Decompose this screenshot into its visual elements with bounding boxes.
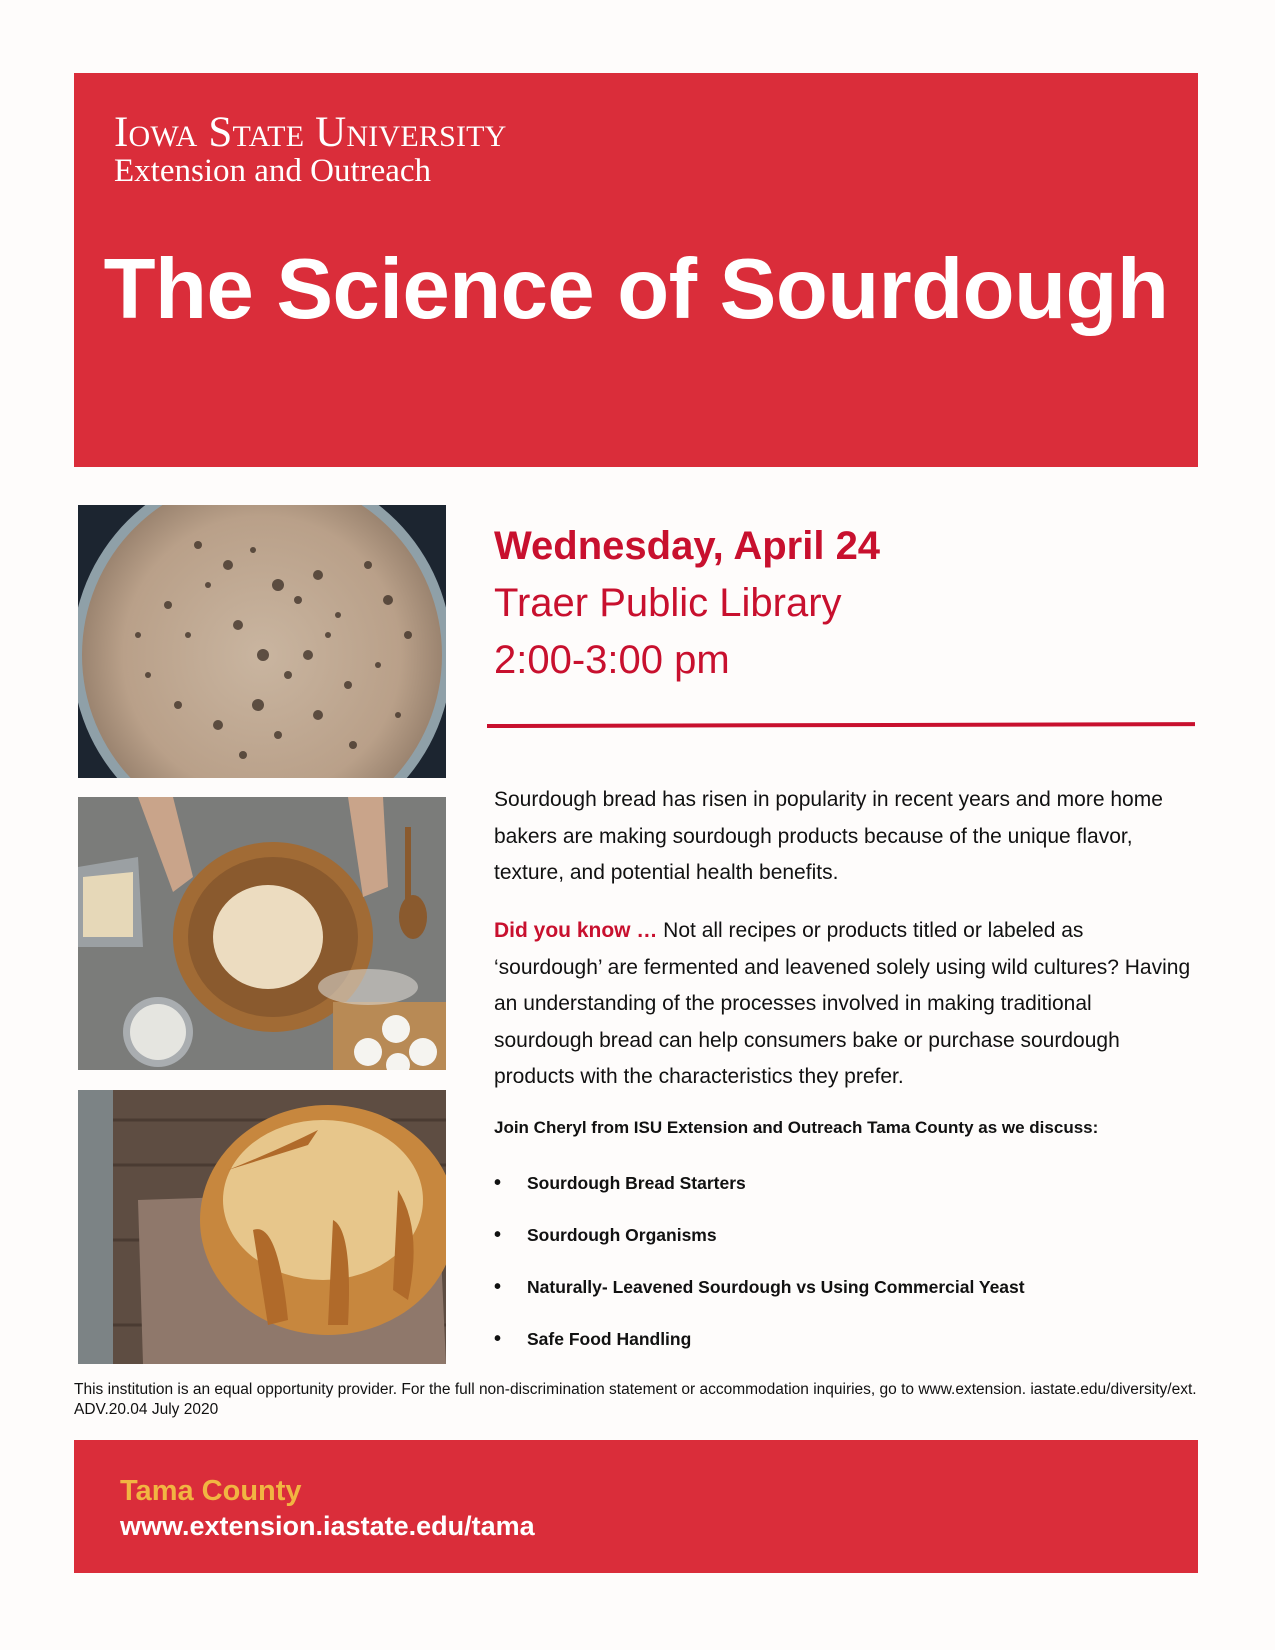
dough-bowl-photo: [78, 797, 446, 1070]
county-name: Tama County: [120, 1475, 302, 1507]
event-date: Wednesday, April 24: [494, 524, 881, 568]
bullet-icon: •: [494, 1328, 502, 1350]
sourdough-starter-photo: [78, 505, 446, 778]
topic-label: Sourdough Organisms: [527, 1225, 717, 1245]
bullet-icon: •: [494, 1224, 502, 1246]
join-line: Join Cheryl from ISU Extension and Outreach Tama County as we discuss:: [494, 1118, 1099, 1137]
event-location: Traer Public Library: [494, 581, 842, 625]
did-you-know-text: Not all recipes or products titled or labeled as ‘sourdough’ are fermented and leavened solely using wild cultures? Having an understanding of the processes involved in making traditional sourdough bread can help consumers bake or purchase sourdough products with the characteristics they prefer.: [494, 919, 1191, 1088]
sourdough-loaf-photo: [78, 1090, 446, 1364]
county-website-link[interactable]: www.extension.iastate.edu/tama: [120, 1511, 535, 1541]
topic-list: [494, 1170, 1025, 1378]
list-item: [494, 1326, 1025, 1378]
did-you-know-label: Did you know …: [494, 919, 658, 942]
page-title: The Science of Sourdough: [103, 242, 1169, 337]
section-divider: [487, 722, 1195, 728]
topic-label: Sourdough Bread Starters: [527, 1173, 746, 1193]
event-details: [494, 518, 880, 689]
equal-opportunity-statement: This institution is an equal opportunity provider. For the full non-discrimination statement or accommodation inquiries, go to www.extension. iastate.edu/diversity/ext. ADV.20.04 July 2020: [74, 1381, 1197, 1418]
list-item: [494, 1170, 1025, 1222]
list-item: [494, 1274, 1025, 1326]
isu-logo-subtitle: Extension and Outreach: [114, 153, 432, 189]
isu-logo-wordmark: Iowa State University: [114, 109, 507, 156]
topic-label: Naturally- Leavened Sourdough vs Using Commercial Yeast: [527, 1277, 1025, 1297]
topic-label: Safe Food Handling: [527, 1329, 692, 1349]
intro-paragraph: Sourdough bread has risen in popularity in recent years and more home bakers are making sourdough products because of the unique flavor, texture, and potential health benefits.: [494, 788, 1163, 884]
header-banner: [74, 73, 1198, 467]
event-time: 2:00-3:00 pm: [494, 638, 730, 682]
bullet-icon: •: [494, 1172, 502, 1194]
footer-banner: [74, 1440, 1198, 1573]
bullet-icon: •: [494, 1276, 502, 1298]
did-you-know-paragraph: [494, 913, 1194, 1096]
list-item: [494, 1222, 1025, 1274]
